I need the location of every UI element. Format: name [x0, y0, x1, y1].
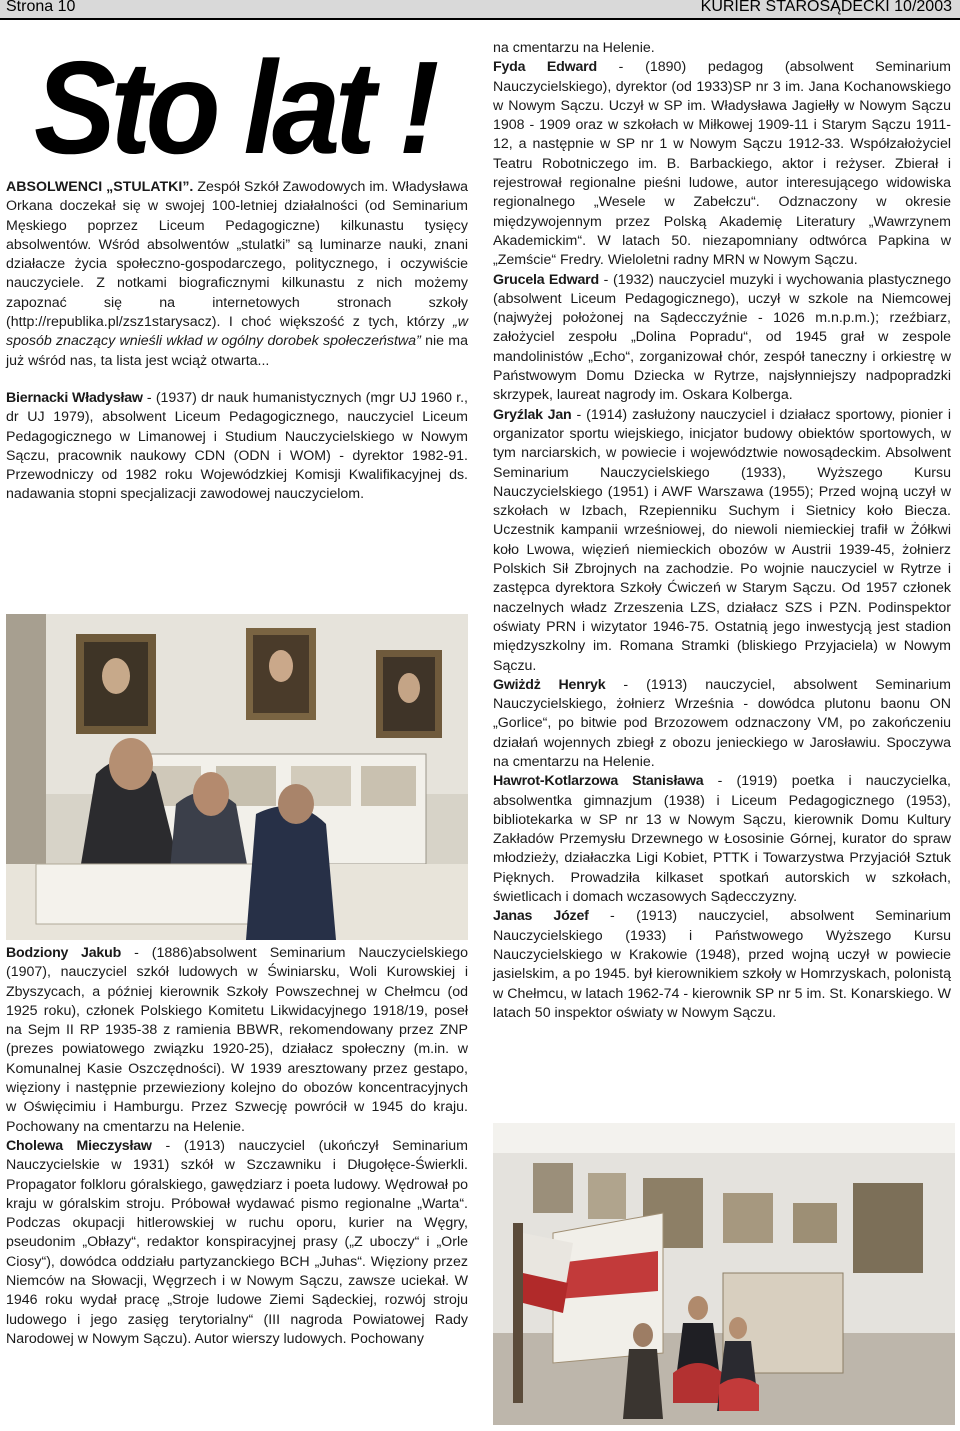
- bio-text: - (1913) nauczyciel, absolwent Seminarium Nauczycielskiego, żołnierz Września - dowódca plutonu baonu ON „Gorlice“, po bitwie pod Brzozowem odznaczony VM, po zakończeniu działań wojennych zbiegł z obozu jenieckiego w Jarosławiu. Spoczywa na cmentarzu na Helenie.: [493, 676, 951, 770]
- intro-quote: „w sposób znaczący wnieśli wkład w ogólny dorobek społeczeństwa”: [6, 314, 468, 350]
- bio-text: - (1890) pedagog (absolwent Seminarium Nauczycielskiego), dyrektor (od 1933)SP nr 3 im. Jana Kochanowskiego w Nowym Sączu. Uczył w SP im. Władysława Jagiełły w Nowym Sączu 1908 - 1909 oraz w szkołach w Miłkowej 1909-11 i Starym Sączu 1911-12, a następnie w SP nr 1 w Nowym Sączu 1912-33. Współzałożyciel Teatru Robotniczego im. B. Barbackiego, aktor i reżyser. Zbierał i rejestrował regionalne pieśni ludowe, autor interesującego widowiska regionalnego „Wesele w Zabełczu“. Odznaczony w okresie międzywojennym przez Polską Akademię Literatury „Wawrzynem Akademickim“. W latach 50. niezapomniany odtwórca Papkina w „Zemście“ Fredry. Wieloletni radny MRN w Nowym Sączu.: [493, 59, 951, 269]
- intro-lead: ABSOLWENCI „STULATKI”.: [6, 179, 194, 195]
- bio-fyda: [493, 58, 951, 270]
- bio-cholewa-continued: na cmentarzu na Helenie.: [493, 40, 655, 56]
- bio-gryzlak: [493, 406, 951, 676]
- page-number: Strona 10: [6, 0, 76, 15]
- bio-bodziony: [6, 944, 468, 1137]
- bio-cholewa: [6, 1137, 468, 1349]
- bio-name: Grucela Edward: [493, 271, 599, 288]
- left-column-lower: [6, 944, 468, 1349]
- left-column: [6, 178, 468, 505]
- intro-paragraph: [6, 178, 468, 371]
- intro-text: Zespół Szkół Zawodowych im. Władysława Orkana doczekał się w swojej 100-letniej działalności (od Seminarium Męskiego poprzez Liceum Pedagogiczne) kilkunastu tysięcy absolwentów. Wśród absolwentów „stulatki” są luminarze nauki, znani działacze życia społeczno-gospodarczego, politycznego, i oczywiście nauczyciele. Z notkami biograficznymi kilkunastu z nich możemy zapoznać się na internetowych stronach szkoły (http://republika.pl/zsz1starysacz). I choć większość z tych, którzy: [6, 179, 468, 331]
- bio-text: - (1914) zasłużony nauczyciel i działacz sportowy, pionier i organizator sportu wiejskiego, inicjator budowy obiektów sportowych, w tym narciarskich, w powiecie i województwie nowosądeckim. Absolwent Seminarium Nauczycielskiego (1933), Wyższego Kursu Nauczycielskiego (1951) i AWF Warszawa (1955); Przed wojną uczył w szkołach w Izbach, Rzepienniku Suchym i Sietnicy koło Biecza. Uczestnik kampanii wrześniowej, do niewoli niemieckiej trafił w Żółkwi koło Lwowa, więzień niemieckich obozów w Austrii 1939-45, żołnierz Polskich Sił Zbrojnych na zachodzie. Po wojnie nauczyciel w Rytrze i zastępca dyrektora Szkoły Ćwiczeń w Starym Sączu. Od 1957 członek naczelnych władz Zrzeszenia LZS, działacz SZS i PZN. Podinspektor oświaty PRN i wizytator 1946-75. Ostatnią jego inwestycją jest stadion międzyszkolny im. Romana Stramki (bliskiego Przyjaciela) w Nowym Sączu.: [493, 406, 952, 674]
- bio-name: Hawrot-Kotlarzowa Stanisława: [493, 773, 704, 790]
- hall-photo: [493, 1123, 955, 1425]
- intro-text-end: nie ma już wśród nas, ta lista jest wciąż otwarta...: [6, 333, 468, 369]
- bio-text: - (1886)absolwent Seminarium Nauczycielskiego (1907), nauczyciel szkół ludowych w Świniarsku, Woli Kurowskiej i Zbyszycach, a później kierownik Szkoły Powszechnej w Chełmcu (od 1925 roku), członek Polskiego Komitetu Likwidacyjnego 1918/19, poseł na Sejm II RP 1935-38 z ramienia BBWR, rekomendowany przez ZNP (prezes powiatowego związku 1920-25), działacz społeczny (m.in. w Komunalnej Kasie Oszczędności). W 1939 aresztowany przez gestapo, więziony i następnie przewieziony kolejno do obozów koncentracyjnych w Oświęcimiu i Hamburgu. Przez Szwecję powrócił w 1945 do kraju. Pochowany na cmentarzu na Helenie.: [6, 945, 469, 1135]
- bio-name: Biernacki Władysław: [6, 389, 143, 406]
- bio-name: Fyda Edward: [493, 59, 597, 76]
- bio-text: - (1913) nauczyciel (ukończył Seminarium Nauczycielskie w 1931) szkół w Szczawniku i Długołęce-Świerkli. Propagator folkloru góralskiego, gawędziarz i poeta ludowy. Wędrował po kraju w góralskim stroju. Próbował wydawać pismo regionalne „Warta“. Podczas okupacji hitlerowskiej w ruchu oporu, kurier na Węgry, pseudonim „Obłazy“, redaktor konspiracyjnej prasy („Z uboczy“ i „Orle Ciosy“), dowódca oddziału partyzanckiego BCH „Juhas“. Więziony przez Niemców na Słowacji, Węgrzech i w Nowym Sączu, zawsze uciekał. W 1946 roku wydał pracę „Stroje ludowe Ziemi Sądeckiej, rozwój stroju ludowego i jego zasięg terytorialny“ (III nagroda Powiatowej Rady Narodowej w Nowym Sączu). Autor wierszy ludowych. Pochowany: [6, 1137, 468, 1347]
- bio-hawrot: [493, 772, 951, 907]
- headline: Sto lat !: [34, 34, 434, 181]
- bio-name: Cholewa Mieczysław: [6, 1137, 152, 1154]
- bio-text: - (1913) nauczyciel, absolwent Seminarium Nauczycielskiego (1933) i Państwowego Wyższego Kursu Nauczycielskiego w Krakowie (1948), przed wojną uczył w powiecie jasielskim, a po 1945. był kierownikiem szkoły w Homrzyskach, polonistą w Chełmcu, w latach 1962-74 - kierownik SP nr 5 im. St. Konarskiego. W latach 50 inspektor oświaty w Nowym Sączu.: [493, 908, 951, 1021]
- bio-name: Bodziony Jakub: [6, 945, 122, 961]
- bio-text: - (1932) nauczyciel muzyki i wychowania plastycznego (absolwent Liceum Pedagogicznego), uczył w szkole na Niemcowej (najwyżej położonej na Sądecczyźnie - 1026 m.n.p.m.); rzeźbiarz, założyciel zespołu „Dolina Popradu“, od 1945 grał w zespole mandolinistów „Echo“, zorganizował chór, zespół taneczny i orkiestrę w Państwowym Domu Dziecka w Rytrze, najsłynniejszy nadpopradzki skrzypek, laureat nagrody im. Oskara Kolberga.: [493, 271, 951, 404]
- bio-text: - (1937) dr nauk humanistycznych (mgr UJ 1960 r., dr UJ 1979), absolwent Liceum Pedagogicznego, nauczyciel Liceum Pedagogicznego w Limanowej i Studium Nauczycielskiego w Nowym Sączu, pracownik naukowy CDN (ODN i WOM) - dyrektor 1982-91. Przewodniczy od 1982 roku Wojewódzkiej Komisji Kwalifikacyjnej ds. nadawania stopni specjalizacji zawodowej nauczycielom.: [6, 389, 468, 503]
- bio-name: Gryźlak Jan: [493, 406, 572, 423]
- hall-photo-image: [493, 1123, 955, 1425]
- bio-janas: [493, 907, 951, 1023]
- exhibition-photo-image: [6, 614, 468, 940]
- newspaper-issue: KURIER STAROSĄDECKI 10/2003: [700, 0, 952, 15]
- exhibition-photo: [6, 614, 468, 940]
- bio-text: - (1919) poetka i nauczycielka, absolwentka gimnazjum (1938) i Liceum Pedagogicznego (1953), bibliotekarka w SP nr 13 w Nowym Sączu, kierownik Domu Kultury Zakładów Przemysłu Drzewnego w Łososinie Górnej, kurator do spraw młodzieży, działaczka Ligi Kobiet, PTTK i Towarzystwa Przyjaciół Sztuk Pięknych. Prowadziła kilkaset spotkań autorskich w szkołach, świetlicach i domach wczasowych Sądecczyzny.: [493, 773, 951, 906]
- bio-gwizdz: [493, 676, 951, 772]
- page-header: [0, 0, 960, 20]
- bio-biernacki: [6, 389, 468, 505]
- bio-name: Gwiżdż Henryk: [493, 676, 606, 693]
- bio-name: Janas Józef: [493, 908, 589, 925]
- right-column: [493, 39, 951, 1023]
- spacer: [6, 371, 468, 389]
- bio-grucela: [493, 271, 951, 406]
